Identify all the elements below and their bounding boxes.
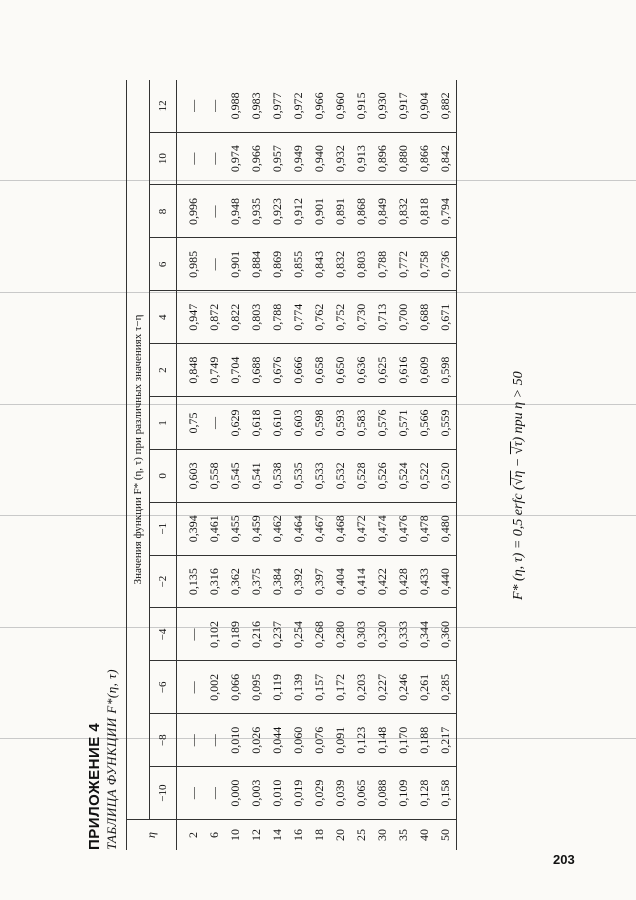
value-cell: 0,559 [435, 397, 457, 450]
value-cell: 0,010 [267, 767, 288, 820]
value-cell: 0,940 [309, 132, 330, 185]
value-cell: 0,803 [246, 291, 267, 344]
value-cell: 0,932 [330, 132, 351, 185]
table-row [177, 80, 205, 850]
value-cell: 0,237 [267, 608, 288, 661]
column-header: 0 [150, 449, 177, 502]
value-cell: 0,474 [372, 502, 393, 555]
value-cell: 0,658 [309, 344, 330, 397]
value-cell: 0,904 [414, 80, 435, 132]
value-cell: 0,520 [435, 449, 457, 502]
value-cell: 0,974 [225, 132, 246, 185]
table-row [372, 80, 393, 850]
value-cell: 0,455 [225, 502, 246, 555]
value-cell: 0,170 [393, 714, 414, 767]
value-cell: — [204, 185, 225, 238]
value-cell: 0,966 [246, 132, 267, 185]
value-cell: 0,119 [267, 661, 288, 714]
value-cell: 0,803 [351, 238, 372, 291]
value-cell: 0,480 [435, 502, 457, 555]
value-cell: 0,855 [288, 238, 309, 291]
value-cell: 0,362 [225, 555, 246, 608]
table-row [225, 80, 246, 850]
value-cell: 0,285 [435, 661, 457, 714]
table-row [414, 80, 435, 850]
value-cell: 0,666 [288, 344, 309, 397]
value-cell: 0,148 [372, 714, 393, 767]
value-cell: 0,541 [246, 449, 267, 502]
value-cell: 0,880 [393, 132, 414, 185]
value-cell: 0,901 [225, 238, 246, 291]
value-cell: 0,571 [393, 397, 414, 450]
formula-sqrt-eta: √η [511, 470, 526, 486]
value-cell: 0,960 [330, 80, 351, 132]
value-cell: 0,026 [246, 714, 267, 767]
value-cell: 0,966 [309, 80, 330, 132]
table-row [393, 80, 414, 850]
column-header: 6 [150, 238, 177, 291]
value-cell: 0,528 [351, 449, 372, 502]
value-cell: — [204, 397, 225, 450]
value-cell: 0,545 [225, 449, 246, 502]
column-header-row [150, 80, 177, 850]
value-cell: 0,158 [435, 767, 457, 820]
eta-cell: 14 [267, 820, 288, 851]
value-cell: 0,583 [351, 397, 372, 450]
value-cell: 0,650 [330, 344, 351, 397]
value-cell: 0,749 [204, 344, 225, 397]
value-cell: 0,788 [267, 291, 288, 344]
value-cell: 0,360 [435, 608, 457, 661]
value-cell: 0,280 [330, 608, 351, 661]
value-cell: 0,172 [330, 661, 351, 714]
value-cell: 0,872 [204, 291, 225, 344]
value-cell: — [204, 132, 225, 185]
value-cell: 0,227 [372, 661, 393, 714]
value-cell: 0,752 [330, 291, 351, 344]
eta-cell: 50 [435, 820, 457, 851]
value-cell: 0,188 [414, 714, 435, 767]
eta-cell: 10 [225, 820, 246, 851]
value-cell: 0,947 [177, 291, 205, 344]
eta-cell: 2 [177, 820, 205, 851]
value-cell: 0,977 [267, 80, 288, 132]
eta-cell: 40 [414, 820, 435, 851]
value-cell: 0,912 [288, 185, 309, 238]
function-table [126, 80, 457, 850]
value-cell: 0,533 [309, 449, 330, 502]
value-cell: 0,948 [225, 185, 246, 238]
value-cell: 0,472 [351, 502, 372, 555]
value-cell: — [177, 661, 205, 714]
value-cell: 0,603 [177, 449, 205, 502]
value-cell: 0,758 [414, 238, 435, 291]
group-header: Значения функции F* (η, τ) при различных значениях τ−η [127, 80, 150, 820]
value-cell: 0,464 [288, 502, 309, 555]
value-cell: 0,616 [393, 344, 414, 397]
value-cell: 0,268 [309, 608, 330, 661]
value-cell: 0,896 [372, 132, 393, 185]
formula-sqrt-tau: √τ [511, 441, 526, 455]
value-cell: 0,375 [246, 555, 267, 608]
value-cell: 0,75 [177, 397, 205, 450]
value-cell: 0,736 [435, 238, 457, 291]
value-cell: 0,972 [288, 80, 309, 132]
value-cell: 0,598 [435, 344, 457, 397]
value-cell: 0,002 [204, 661, 225, 714]
value-cell: — [204, 714, 225, 767]
value-cell: 0,676 [267, 344, 288, 397]
eta-cell: 25 [351, 820, 372, 851]
value-cell: 0,109 [393, 767, 414, 820]
value-cell: 0,788 [372, 238, 393, 291]
eta-cell: 6 [204, 820, 225, 851]
value-cell: 0,843 [309, 238, 330, 291]
value-cell: 0,216 [246, 608, 267, 661]
value-cell: 0,433 [414, 555, 435, 608]
value-cell: 0,983 [246, 80, 267, 132]
value-cell: 0,392 [288, 555, 309, 608]
value-cell: 0,848 [177, 344, 205, 397]
value-cell: 0,818 [414, 185, 435, 238]
value-cell: 0,598 [309, 397, 330, 450]
value-cell: 0,996 [177, 185, 205, 238]
value-cell: 0,822 [225, 291, 246, 344]
value-cell: 0,935 [246, 185, 267, 238]
value-cell: — [204, 767, 225, 820]
value-cell: 0,261 [414, 661, 435, 714]
value-cell: 0,949 [288, 132, 309, 185]
value-cell: 0,397 [309, 555, 330, 608]
value-cell: — [177, 767, 205, 820]
value-cell: 0,203 [351, 661, 372, 714]
value-cell: 0,901 [309, 185, 330, 238]
value-cell: 0,526 [372, 449, 393, 502]
value-cell: 0,566 [414, 397, 435, 450]
column-header: −2 [150, 555, 177, 608]
table-row [288, 80, 309, 850]
value-cell: 0,029 [309, 767, 330, 820]
table-body [177, 80, 457, 850]
value-cell: 0,917 [393, 80, 414, 132]
column-header: −10 [150, 767, 177, 820]
value-cell: 0,478 [414, 502, 435, 555]
column-header: 4 [150, 291, 177, 344]
value-cell: 0,139 [288, 661, 309, 714]
table-row [330, 80, 351, 850]
column-header: 8 [150, 185, 177, 238]
value-cell: 0,217 [435, 714, 457, 767]
value-cell: 0,832 [330, 238, 351, 291]
value-cell: 0,065 [351, 767, 372, 820]
value-cell: 0,832 [393, 185, 414, 238]
value-cell: 0,704 [225, 344, 246, 397]
value-cell: 0,957 [267, 132, 288, 185]
value-cell: 0,558 [204, 449, 225, 502]
value-cell: 0,730 [351, 291, 372, 344]
value-cell: 0,135 [177, 555, 205, 608]
value-cell: 0,700 [393, 291, 414, 344]
value-cell: 0,333 [393, 608, 414, 661]
value-cell: 0,603 [288, 397, 309, 450]
value-cell: — [177, 80, 205, 132]
value-cell: 0,688 [246, 344, 267, 397]
value-cell: 0,384 [267, 555, 288, 608]
table-row [246, 80, 267, 850]
value-cell: 0,535 [288, 449, 309, 502]
value-cell: 0,671 [435, 291, 457, 344]
value-cell: 0,404 [330, 555, 351, 608]
value-cell: 0,303 [351, 608, 372, 661]
eta-cell: 20 [330, 820, 351, 851]
value-cell: 0,930 [372, 80, 393, 132]
value-cell: 0,609 [414, 344, 435, 397]
value-cell: 0,394 [177, 502, 205, 555]
value-cell: 0,884 [246, 238, 267, 291]
value-cell: 0,988 [225, 80, 246, 132]
value-cell: 0,189 [225, 608, 246, 661]
table-subtitle: ТАБЛИЦА ФУНКЦИИ F*(η, τ) [104, 668, 119, 850]
value-cell: 0,869 [267, 238, 288, 291]
value-cell: 0,076 [309, 714, 330, 767]
value-cell: 0,428 [393, 555, 414, 608]
appendix-title: ПРИЛОЖЕНИЕ 4 [86, 722, 103, 850]
value-cell: — [204, 80, 225, 132]
value-cell: 0,524 [393, 449, 414, 502]
eta-cell: 18 [309, 820, 330, 851]
value-cell: 0,003 [246, 767, 267, 820]
value-cell: 0,157 [309, 661, 330, 714]
formula-rhs: ) при η > 50 [511, 371, 526, 442]
table-row [267, 80, 288, 850]
value-cell: — [204, 238, 225, 291]
value-cell: 0,000 [225, 767, 246, 820]
value-cell: 0,576 [372, 397, 393, 450]
value-cell: 0,842 [435, 132, 457, 185]
value-cell: 0,915 [351, 80, 372, 132]
value-cell: 0,468 [330, 502, 351, 555]
column-header: 10 [150, 132, 177, 185]
formula-minus: − [511, 454, 526, 471]
function-table-wrapper [126, 80, 457, 850]
eta-cell: 12 [246, 820, 267, 851]
formula [511, 371, 527, 600]
column-header: 2 [150, 344, 177, 397]
value-cell: 0,316 [204, 555, 225, 608]
value-cell: 0,123 [351, 714, 372, 767]
value-cell: 0,095 [246, 661, 267, 714]
column-header: 1 [150, 397, 177, 450]
table-row [204, 80, 225, 850]
value-cell: 0,772 [393, 238, 414, 291]
eta-cell: 16 [288, 820, 309, 851]
eta-cell: 30 [372, 820, 393, 851]
column-header: −8 [150, 714, 177, 767]
value-cell: 0,440 [435, 555, 457, 608]
value-cell: 0,629 [225, 397, 246, 450]
value-cell: 0,044 [267, 714, 288, 767]
eta-header: η [127, 820, 177, 851]
value-cell: 0,476 [393, 502, 414, 555]
value-cell: 0,538 [267, 449, 288, 502]
column-header: −6 [150, 661, 177, 714]
value-cell: 0,866 [414, 132, 435, 185]
value-cell: 0,522 [414, 449, 435, 502]
value-cell: 0,868 [351, 185, 372, 238]
value-cell: — [177, 714, 205, 767]
value-cell: 0,320 [372, 608, 393, 661]
value-cell: 0,254 [288, 608, 309, 661]
value-cell: 0,414 [351, 555, 372, 608]
value-cell: 0,102 [204, 608, 225, 661]
value-cell: 0,688 [414, 291, 435, 344]
value-cell: 0,532 [330, 449, 351, 502]
value-cell: 0,019 [288, 767, 309, 820]
value-cell: 0,422 [372, 555, 393, 608]
value-cell: 0,246 [393, 661, 414, 714]
rotated-page-content [86, 80, 556, 850]
value-cell: 0,066 [225, 661, 246, 714]
value-cell: 0,010 [225, 714, 246, 767]
value-cell: 0,913 [351, 132, 372, 185]
value-cell: 0,610 [267, 397, 288, 450]
value-cell: 0,344 [414, 608, 435, 661]
value-cell: 0,794 [435, 185, 457, 238]
table-row [351, 80, 372, 850]
column-header: −4 [150, 608, 177, 661]
value-cell: 0,625 [372, 344, 393, 397]
page-number: 203 [553, 852, 575, 867]
value-cell: 0,882 [435, 80, 457, 132]
value-cell: 0,618 [246, 397, 267, 450]
column-header: −1 [150, 502, 177, 555]
value-cell: 0,467 [309, 502, 330, 555]
value-cell: 0,091 [330, 714, 351, 767]
eta-cell: 35 [393, 820, 414, 851]
value-cell: 0,039 [330, 767, 351, 820]
value-cell: 0,462 [267, 502, 288, 555]
table-row [435, 80, 457, 850]
value-cell: 0,774 [288, 291, 309, 344]
value-cell: 0,923 [267, 185, 288, 238]
value-cell: 0,713 [372, 291, 393, 344]
value-cell: — [177, 608, 205, 661]
value-cell: 0,891 [330, 185, 351, 238]
value-cell: 0,459 [246, 502, 267, 555]
value-cell: 0,985 [177, 238, 205, 291]
value-cell: 0,762 [309, 291, 330, 344]
value-cell: 0,636 [351, 344, 372, 397]
column-header: 12 [150, 80, 177, 132]
formula-lhs: F* (η, τ) = 0,5 erfc ( [511, 485, 526, 600]
value-cell: 0,461 [204, 502, 225, 555]
table-row [309, 80, 330, 850]
value-cell: — [177, 132, 205, 185]
value-cell: 0,060 [288, 714, 309, 767]
value-cell: 0,593 [330, 397, 351, 450]
value-cell: 0,849 [372, 185, 393, 238]
value-cell: 0,088 [372, 767, 393, 820]
value-cell: 0,128 [414, 767, 435, 820]
